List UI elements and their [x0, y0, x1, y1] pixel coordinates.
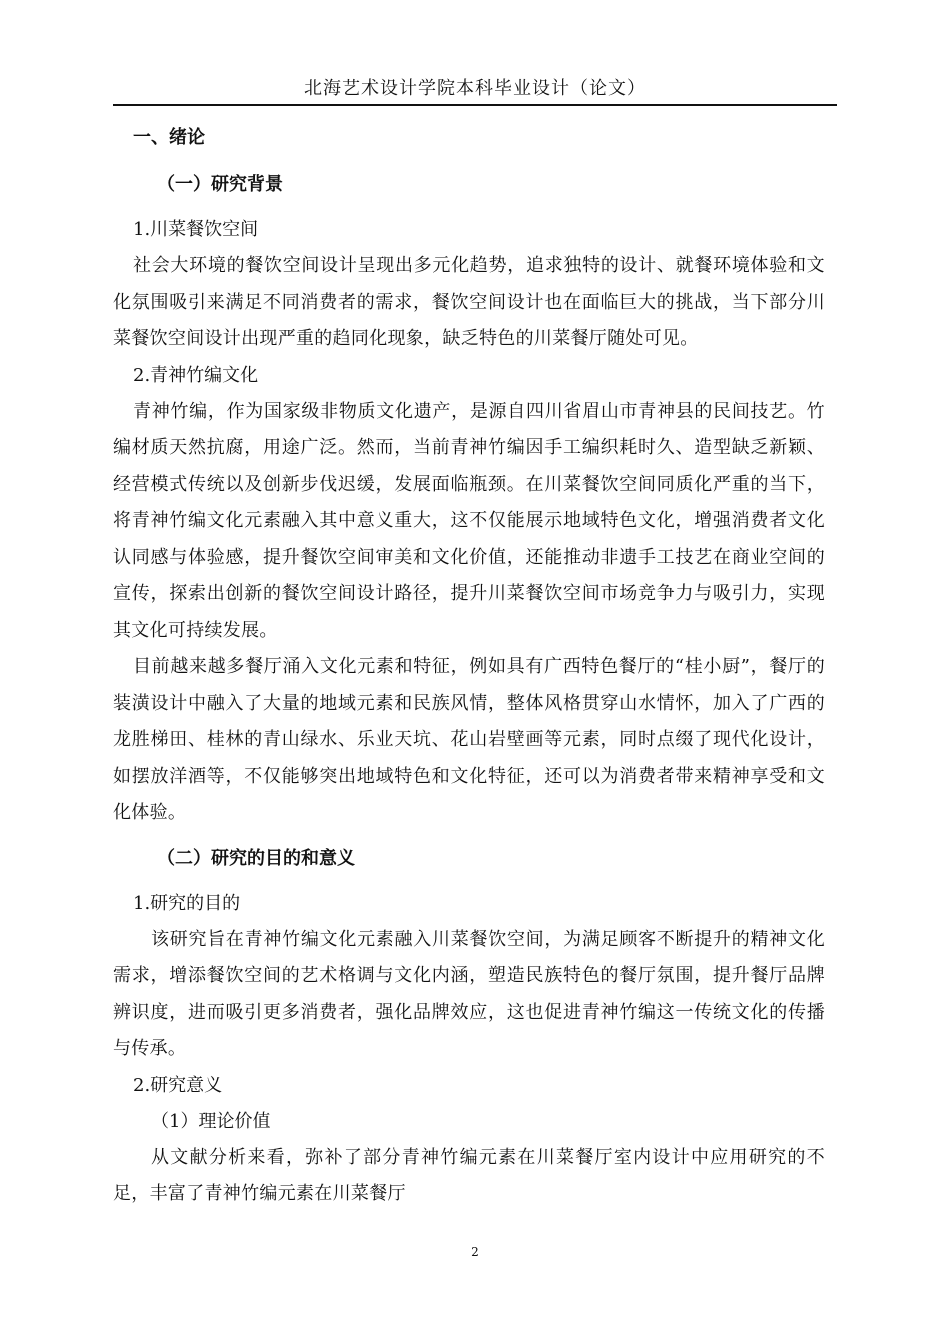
heading-sichuan-dining-space: 1.川菜餐饮空间	[133, 219, 259, 240]
subsection-heading-purpose-significance: （二）研究的目的和意义	[157, 847, 355, 869]
running-header: 北海艺术设计学院本科毕业设计（论文）	[304, 78, 646, 99]
paragraph-research-purpose: 该研究旨在青神竹编文化元素融入川菜餐饮空间，为满足顾客不断提升的精神文化需求，增添餐饮空间的艺术格调与文化内涵，塑造民族特色的餐厅氛围，提升餐厅品牌辨识度，进而吸引更多消费者，强化品牌效应，这也促进青神竹编这一传统文化的传播与传承。	[113, 928, 825, 1059]
document-body	[113, 118, 825, 1213]
paragraph-theoretical-value: 从文献分析来看，弥补了部分青神竹编元素在川菜餐厅室内设计中应用研究的不足，丰富了青神竹编元素在川菜餐厅	[113, 1146, 825, 1204]
subsection-heading-background: （一）研究背景	[157, 174, 283, 195]
heading-theoretical-value: （1）理论价值	[151, 1110, 271, 1132]
page-number: 2	[471, 1245, 479, 1259]
heading-qingshen-bamboo-culture: 2.青神竹编文化	[133, 364, 259, 386]
paragraph-qingshen-bamboo-1: 青神竹编，作为国家级非物质文化遗产，是源自四川省眉山市青神县的民间技艺。竹编材质天然抗腐，用途广泛。然而，当前青神竹编因手工编织耗时久、造型缺乏新颖、经营模式传统以及创新步伐迟缓，发展面临瓶颈。在川菜餐饮空间同质化严重的当下，将青神竹编文化元素融入其中意义重大，这不仅能展示地域特色文化，增强消费者文化认同感与体验感，提升餐饮空间审美和文化价值，还能推动非遗手工技艺在商业空间的宣传，探索出创新的餐饮空间设计路径，提升川菜餐饮空间市场竞争力与吸引力，实现其文化可持续发展。	[113, 400, 825, 641]
heading-research-purpose: 1.研究的目的	[133, 892, 241, 914]
paragraph-sichuan-dining-space: 社会大环境的餐饮空间设计呈现出多元化趋势，追求独特的设计、就餐环境体验和文化氛围吸引来满足不同消费者的需求，餐饮空间设计也在面临巨大的挑战，当下部分川菜餐饮空间设计出现严重的趋同化现象，缺乏特色的川菜餐厅随处可见。	[113, 255, 825, 349]
heading-research-significance: 2.研究意义	[133, 1074, 223, 1096]
header-rule	[113, 104, 837, 106]
section-heading-introduction: 一、绪论	[133, 127, 205, 148]
paragraph-qingshen-bamboo-2: 目前越来越多餐厅涌入文化元素和特征，例如具有广西特色餐厅的“桂小厨”，餐厅的装潢设计中融入了大量的地域元素和民族风情，整体风格贯穿山水情怀，加入了广西的龙胜梯田、桂林的青山绿水、乐业天坑、花山岩壁画等元素，同时点缀了现代化设计，如摆放洋酒等，不仅能够突出地域特色和文化特征，还可以为消费者带来精神享受和文化体验。	[113, 656, 825, 823]
